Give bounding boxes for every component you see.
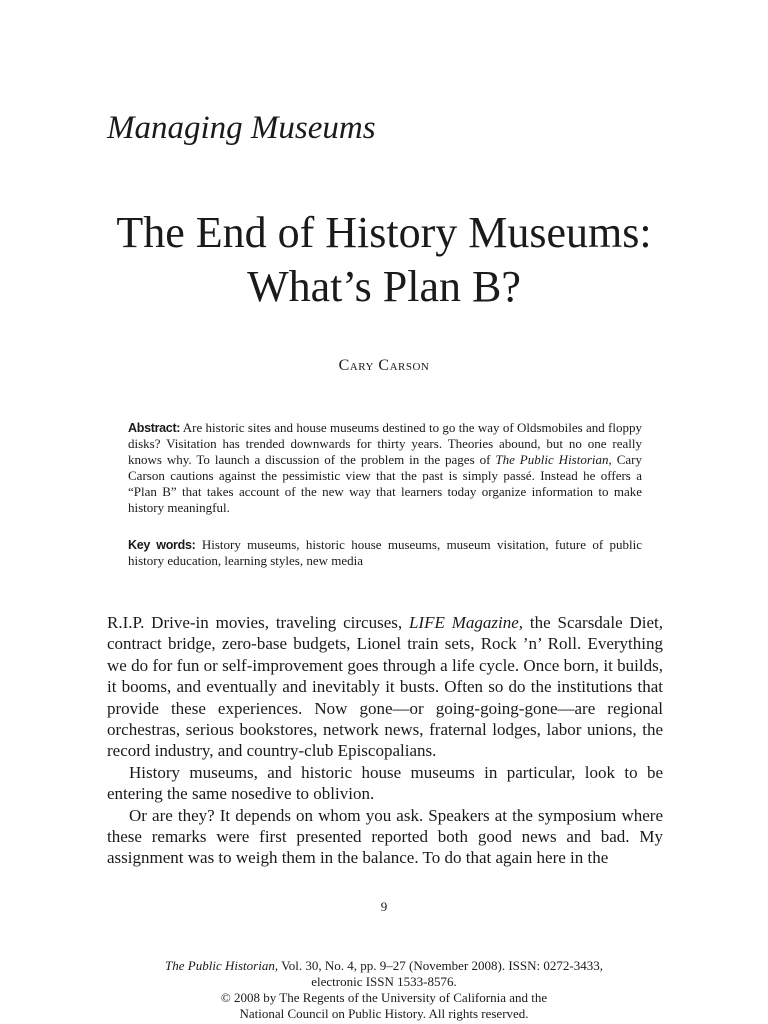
page-number: 9 <box>380 899 388 914</box>
p1-italic: LIFE Magazine, <box>408 613 524 632</box>
title-line-1: The End of History Museums: <box>116 208 652 257</box>
article-title <box>0 206 768 314</box>
abstract-label: Abstract: <box>128 421 181 435</box>
abstract-journal: The Public Historian, <box>495 452 612 467</box>
author-name: Cary Carson <box>338 357 430 374</box>
title-line-2: What’s Plan B? <box>247 262 521 311</box>
keywords-label: Key words: <box>128 538 196 552</box>
keywords-text: History museums, historic house museums, museum visitation, future of public history education, learning styles, new media <box>128 537 642 568</box>
abstract-text-2: Cary Carson cautions against the pessimistic view that the past is simply passé. Instead he offers a “Plan B” that takes account of the new way that learners today organize information to make history meaningful. <box>128 452 642 515</box>
footer-line-2: electronic ISSN 1533-8576. <box>311 974 457 989</box>
keywords <box>128 537 642 569</box>
footer-citation <box>0 958 768 1022</box>
body-paragraph-1 <box>107 612 663 762</box>
p1-text-2: the Scarsdale Diet, contract bridge, zero-base budgets, Lionel train sets, Rock ’n’ Roll. Everything we do for fun or self-improvement goes through a life cycle. Once born, it builds, it booms, and eventually and inevitably it busts. Often so do the institutions that provide these experiences. Now gone—or going-going-gone—are regional orchestras, serious bookstores, network news, fraternal lodges, labor unions, the record industry, and country-club Episcopalians. <box>107 613 663 761</box>
footer-citation-text: Vol. 30, No. 4, pp. 9–27 (November 2008). ISSN: 0272-3433, <box>278 958 603 973</box>
body-text <box>107 612 663 869</box>
p1-text-1: R.I.P. Drive-in movies, traveling circuses, <box>107 613 409 632</box>
abstract-text-1: Are historic sites and house museums destined to go the way of Oldsmobiles and floppy disks? Visitation has trended downwards for thirty years. Theories abound, but no one really knows why. To launch a discussion of the problem in the pages of <box>128 420 642 467</box>
section-label: Managing Museums <box>107 110 376 146</box>
footer-line-1 <box>0 958 768 974</box>
footer-line-3: © 2008 by The Regents of the University of California and the <box>220 990 548 1005</box>
footer-journal: The Public Historian, <box>165 958 279 973</box>
abstract <box>128 420 642 516</box>
body-paragraph-2: History museums, and historic house museums in particular, look to be entering the same nosedive to oblivion. <box>107 762 663 804</box>
footer-line-4: National Council on Public History. All rights reserved. <box>239 1006 529 1021</box>
body-paragraph-3: Or are they? It depends on whom you ask. Speakers at the symposium where these remarks were first presented reported both good news and bad. My assignment was to weigh them in the balance. To do that again here in the <box>107 805 663 868</box>
